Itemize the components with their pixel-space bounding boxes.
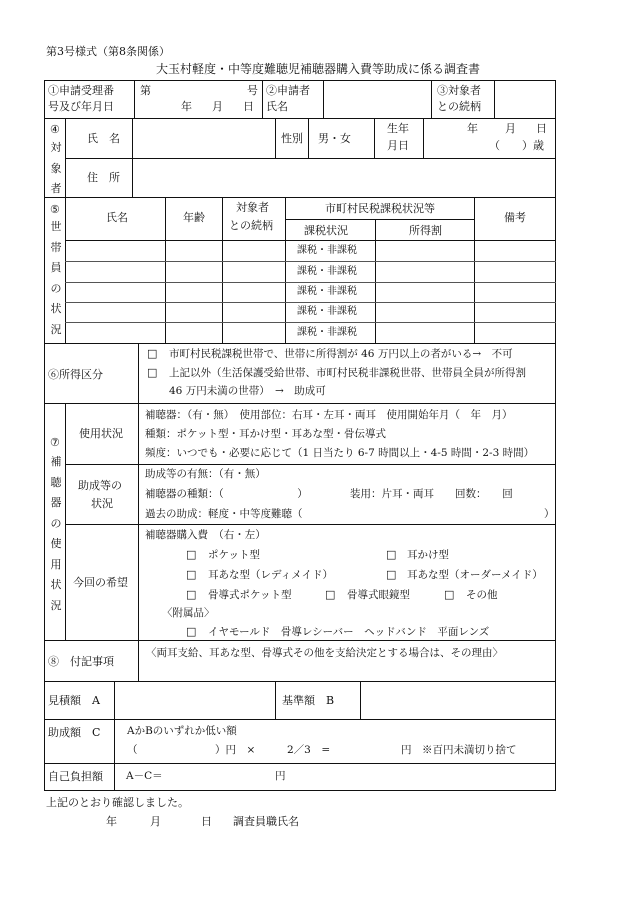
notes-field[interactable]: [140, 662, 554, 680]
household-vertical-label: 世 帯 員 の 状 況: [50, 220, 62, 336]
wish-other-checkbox[interactable]: □: [444, 588, 455, 601]
wish-accessory-heading: 〈附属品〉: [162, 607, 215, 619]
subsidy-ratio: 2／3 =: [287, 744, 331, 756]
relation-label-line1: ③対象者: [437, 84, 481, 97]
receipt-gou: 号: [247, 84, 258, 97]
birth-nen: 年: [467, 122, 478, 135]
subsidy-line1: AかBのいずれか低い額: [127, 725, 237, 737]
tax-status-row-3[interactable]: 課税・非課税: [297, 286, 357, 297]
tax-status-row-4[interactable]: 課税・非課税: [297, 306, 357, 317]
wish-pocket-text: ポケット型: [208, 549, 260, 561]
estimate-label: 見積額 A: [48, 694, 100, 707]
col-relation-header-line2: との続柄: [229, 219, 273, 232]
wish-line1[interactable]: 補聴器購入費 （右・左）: [145, 529, 266, 541]
self-payment-field[interactable]: [180, 766, 270, 786]
usage-status-line2[interactable]: 種類：ポケット型・耳かけ型・耳あな型・骨伝導式: [145, 428, 386, 440]
usage-vertical-label: 補 聴 器 の 使 用 状 況: [50, 455, 62, 612]
wish-readymade-text: 耳あな型（レディメイド）: [208, 569, 333, 581]
address-field[interactable]: [134, 160, 554, 196]
receipt-label-line2: 号及び年月日: [48, 100, 114, 113]
subsidy-yen-times: ）円 ×: [215, 744, 256, 756]
aid-past-subsidy-close: ）: [544, 508, 555, 520]
subsidy-label: 助成額 C: [48, 726, 101, 739]
col-age-header: 年齢: [183, 211, 205, 224]
household-number: ⑤: [50, 203, 60, 216]
subject-name-field[interactable]: [134, 120, 273, 156]
notes-instruction: 〈両耳支給、耳あな型、骨導式その他を支給決定とする場合は、その理由〉: [146, 647, 503, 659]
col-tax-status-header: 課税状況: [304, 224, 348, 237]
standard-label: 基準額 B: [282, 694, 335, 707]
aid-line1[interactable]: 助成等の有無：（有・無）: [145, 468, 266, 480]
aid-wearing[interactable]: 装用：片耳・両耳: [350, 488, 434, 500]
self-payment-label: 自己負担額: [48, 770, 103, 783]
usage-status-label: 使用状況: [79, 427, 123, 440]
income-option2-checkbox[interactable]: □: [147, 366, 158, 379]
relation-field[interactable]: [496, 82, 554, 116]
tax-status-row-1[interactable]: 課税・非課税: [297, 245, 357, 256]
aid-status-label-line2: 状況: [91, 497, 113, 510]
wish-bone-pocket-checkbox[interactable]: □: [186, 588, 197, 601]
aid-count[interactable]: 回数： 回: [455, 488, 513, 500]
wish-mimikake-checkbox[interactable]: □: [386, 548, 397, 561]
income-option2-line2: 46 万円未満の世帯） → 助成可: [169, 385, 326, 397]
tax-status-row-2[interactable]: 課税・非課税: [297, 266, 357, 277]
gender-label: 性別: [281, 132, 303, 145]
applicant-name-field[interactable]: [325, 82, 429, 116]
wish-accessory-checkbox[interactable]: □: [186, 625, 197, 638]
col-income-header: 所得割: [409, 224, 442, 237]
receipt-gatsu: 月: [212, 100, 223, 113]
receipt-dai: 第: [140, 84, 151, 97]
income-option2-line1: 上記以外（生活保護受給世帯、市町村民税非課税世帯、世帯員全員が所得割: [169, 367, 526, 379]
birth-label-line2: 月日: [387, 139, 409, 152]
subject-number: ④: [50, 123, 60, 136]
standard-field[interactable]: [362, 683, 554, 717]
footer-gatsu: 月: [150, 815, 161, 828]
footer-nichi: 日: [201, 815, 212, 828]
notes-label: ⑧ 付記事項: [48, 655, 114, 668]
self-payment-yen: 円: [275, 770, 286, 782]
wish-label: 今回の希望: [73, 576, 128, 589]
col-tax-group-header: 市町村民税課税状況等: [325, 202, 435, 215]
col-remarks-header: 備考: [504, 211, 526, 224]
wish-ordermade-checkbox[interactable]: □: [386, 568, 397, 581]
wish-pocket-checkbox[interactable]: □: [186, 548, 197, 561]
gender-options[interactable]: 男・女: [318, 132, 351, 145]
usage-number: ⑦: [50, 436, 60, 449]
wish-readymade-checkbox[interactable]: □: [186, 568, 197, 581]
usage-status-line1[interactable]: 補聴器：（有・無） 使用部位：右耳・左耳・両耳 使用開始年月（ 年 月）: [145, 409, 513, 421]
subsidy-rounding-note: 円 ※百円未満切り捨て: [401, 744, 517, 756]
wish-bone-pocket-text: 骨導式ポケット型: [208, 589, 292, 601]
wish-other-text: その他: [466, 589, 498, 601]
income-option1-checkbox[interactable]: □: [147, 347, 158, 360]
birth-gatsu: 月: [505, 122, 516, 135]
self-payment-formula: A－C＝: [126, 770, 163, 782]
aid-status-label-line1: 助成等の: [78, 479, 122, 492]
subject-name-label: 氏 名: [87, 132, 120, 145]
applicant-label-line2: 氏名: [266, 100, 288, 113]
col-relation-header-line1: 対象者: [236, 201, 269, 214]
estimate-field[interactable]: [116, 683, 273, 717]
tax-status-row-5[interactable]: 課税・非課税: [297, 327, 357, 338]
subsidy-open-paren: （: [127, 744, 138, 756]
inspector-label: 調査員職氏名: [233, 815, 299, 828]
subsidy-base-field[interactable]: [140, 742, 212, 760]
wish-mimikake-text: 耳かけ型: [407, 549, 449, 561]
col-name-header: 氏名: [106, 211, 128, 224]
aid-hearing-aid-type[interactable]: 補聴器の種類：（ ）: [145, 488, 308, 500]
income-option1-text: 市町村民税課税世帯で、世帯に所得割が 46 万円以上の者がいる→ 不可: [169, 348, 513, 360]
birth-nichi: 日: [536, 122, 547, 135]
aid-past-subsidy[interactable]: 過去の助成：軽度・中等度難聴（: [145, 508, 303, 520]
wish-bone-glasses-text: 骨導式眼鏡型: [347, 589, 410, 601]
receipt-label-line1: ①申請受理番: [48, 84, 114, 97]
confirm-statement: 上記のとおり確認しました。: [46, 796, 189, 809]
wish-bone-glasses-checkbox[interactable]: □: [325, 588, 336, 601]
receipt-nen: 年: [181, 100, 192, 113]
wish-ordermade-text: 耳あな型（オーダーメイド）: [407, 569, 543, 581]
relation-label-line2: との続柄: [437, 100, 481, 113]
address-label: 住 所: [87, 171, 120, 184]
form-number: 第3号様式（第8条関係）: [46, 45, 170, 58]
inspector-signature-field[interactable]: [305, 812, 505, 830]
form-title: 大玉村軽度・中等度難聴児補聴器購入費等助成に係る調査書: [156, 62, 481, 76]
receipt-number-field[interactable]: [152, 82, 244, 98]
income-category-label: ⑥所得区分: [48, 368, 103, 381]
footer-nen: 年: [106, 815, 117, 828]
birth-label-line1: 生年: [387, 122, 409, 135]
receipt-nichi: 日: [243, 100, 254, 113]
age-field[interactable]: （ ）歳: [489, 139, 544, 152]
subsidy-result-field[interactable]: [340, 742, 398, 760]
subject-vertical-label: 対 象 者: [50, 141, 62, 195]
applicant-label-line1: ②申請者: [266, 84, 310, 97]
wish-accessory-items: イヤモールド 骨導レシーバー ヘッドバンド 平面レンズ: [208, 626, 490, 638]
usage-status-line3[interactable]: 頻度：いつでも・必要に応じて（1 日当たり 6-7 時間以上・4-5 時間・2-3 時間）: [145, 447, 535, 459]
